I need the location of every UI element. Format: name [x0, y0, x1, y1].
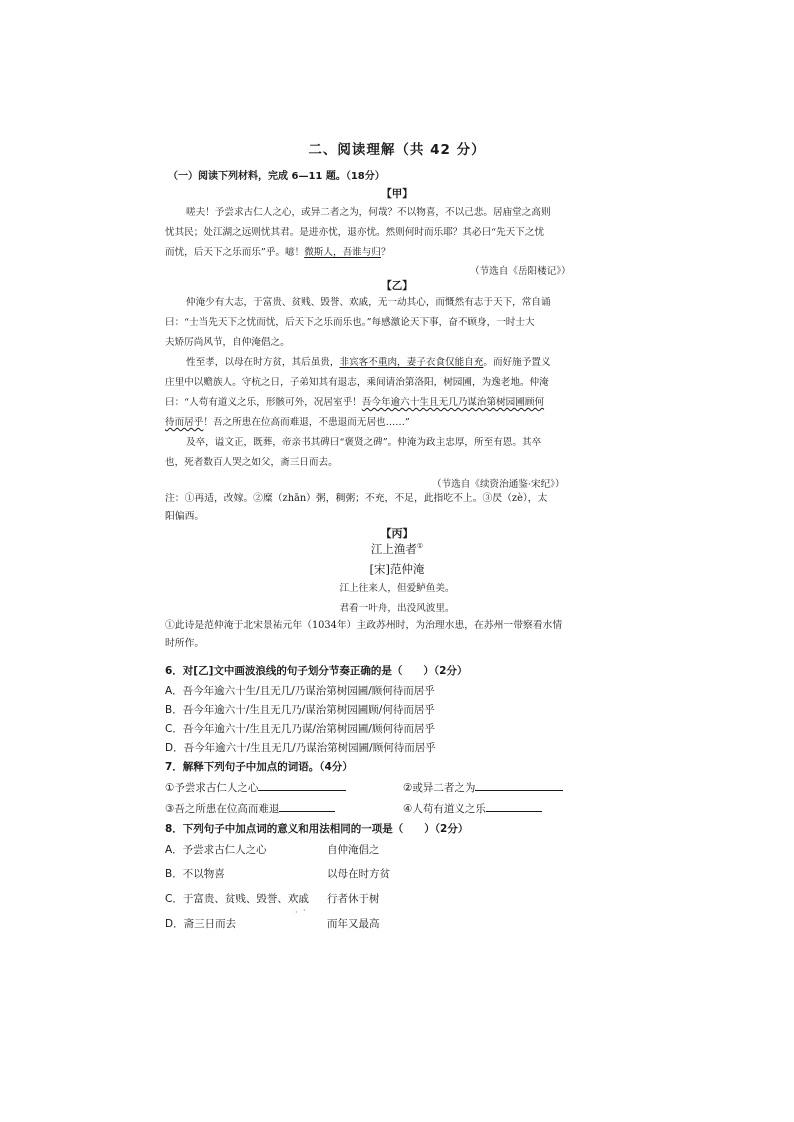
yi-source: （节选自《续资治通鉴·宋纪》）	[432, 479, 565, 490]
poem-note-line-2: 时所作。	[165, 638, 205, 649]
yi-wavy-sentence-part-2: 待而居乎	[165, 417, 204, 428]
yi-p2-line-1	[186, 353, 551, 373]
jia-line-1: 嗟夫！予尝求古仁人之心，或异二者之为，何哉？不以物喜，不以己悲。居庙堂之高则	[186, 207, 551, 218]
jia-underlined-sentence: 微斯人，吾谁与归	[304, 247, 381, 258]
q8-row-b-right: 以母在时方贫	[327, 868, 390, 880]
instruction: （一）阅读下列材料，完成 6—11 题。（18分）	[168, 171, 385, 182]
yi-p3-line-1: 及卒，谥文正，既葬，帝亲书其碑曰“褒贤之碑”。仲淹为政主忠厚，所至有恩。其卒	[186, 437, 542, 448]
yi-p2-line-1-end: 。而好施予置义	[483, 357, 551, 368]
yi-p2-line-2: 庄里中以赡族人。守杭之日，子弟知其有退志，乘间请治第洛阳，树园圃，为逸老地。仲淹	[165, 377, 549, 388]
poem-author: [宋]范仲淹	[369, 562, 425, 576]
q8-row-a-left: A．予尝求古仁人之心	[165, 844, 267, 856]
scan-speck: ·	[295, 908, 298, 917]
jia-line-3	[165, 243, 391, 263]
yi-notes-line-2: 阳偏西。	[165, 511, 205, 522]
q7-item-1	[165, 779, 346, 795]
yi-p1-line-3: 夫矫厉尚风节，自仲淹倡之。	[165, 337, 290, 348]
yi-notes-line-1: 注：①再适，改嫁。②糜（zhān）粥，稠粥；不充，不足，此指吃不上。③昃（zè），太	[165, 493, 548, 504]
yi-marker: 【乙】	[381, 280, 413, 292]
yi-p2-line-4-end: ！吾之所患在位高而难退，不患退而无居也……”	[203, 417, 410, 428]
q7-answer-blank-1[interactable]	[258, 779, 346, 791]
q6-option-d: D．吾今年逾六十/生且无几/乃谋治第树园圃/顾何待而居乎	[165, 742, 436, 754]
poem-note-line-1: ①此诗是范仲淹于北宋景祐元年（1034年）主政苏州时，为治理水患，在苏州一带察看水情	[165, 620, 563, 631]
jia-line-3-end: ？	[380, 247, 391, 258]
yi-p2-line-1-start: 性至孝，以母在时方贫，其后虽贵，	[186, 357, 340, 368]
jia-line-3-start: 而忧，后天下之乐而乐”乎。噫！	[165, 247, 305, 258]
q7-item-3	[165, 800, 335, 816]
q7-answer-blank-2[interactable]	[475, 779, 563, 791]
q7-item-4-text: ④人苟有道义之乐	[403, 803, 486, 815]
section-title: 二、阅读理解（共 42 分）	[308, 142, 486, 158]
yi-p3-line-2: 也，死者数百人哭之如父，斋三日而去。	[165, 457, 338, 468]
yi-wavy-sentence-part-1: 吾今年逾六十生且无几乃谋治第树园圃顾何	[361, 397, 545, 408]
yi-p2-line-4	[165, 413, 410, 433]
poem-line-2: 君看一叶舟，出没风波里。	[339, 603, 455, 614]
q8-row-a-right: 自仲淹倡之	[327, 844, 380, 856]
q7-stem: 7．解释下列句子中加点的词语。（4分）	[165, 761, 353, 773]
q6-option-c: C．吾今年逾六十/生且无几乃谋/治第树园圃/顾何待而居乎	[165, 723, 435, 735]
jia-source: （节选自《岳阳楼记》）	[470, 266, 571, 277]
jia-line-2: 忧其民；处江湖之远则忧其君。是进亦忧，退亦忧。然则何时而乐耶？其必曰“先天下之忧	[165, 227, 545, 238]
yi-p2-line-3	[165, 393, 544, 413]
q8-row-d-left: D．斋三日而去	[165, 918, 237, 930]
q7-answer-blank-4[interactable]	[486, 800, 542, 812]
q6-stem: 6．对[乙]文中画波浪线的句子划分节奏正确的是（ ）（2分）	[165, 665, 468, 677]
q8-row-c-right: 行者休于树	[327, 893, 380, 905]
poem-title-text: 江上渔者	[370, 542, 417, 556]
scan-speck: ·	[303, 906, 306, 915]
poem-title-note: ①	[416, 542, 424, 551]
jia-marker: 【甲】	[381, 188, 413, 200]
q8-row-b-left: B．不以物喜	[165, 868, 225, 880]
q6-option-a: A．吾今年逾六十生/且无几/乃谋治第树园圃/顾何待而居乎	[165, 685, 435, 697]
q7-item-4	[403, 800, 542, 816]
yi-p1-line-1: 仲淹少有大志，于富贵、贫贱、毁誉、欢戚，无一动其心，而慨然有志于天下，常自诵	[186, 297, 551, 308]
q6-option-b: B．吾今年逾六十/生且无几乃/谋治第树园圃顾/何待而居乎	[165, 704, 435, 716]
q7-item-3-text: ③吾之所患在位高而难退	[165, 803, 280, 815]
poem-title	[0, 541, 794, 557]
q8-stem: 8．下列句子中加点词的意义和用法相同的一项是（ ）（2分）	[165, 823, 469, 835]
q7-answer-blank-3[interactable]	[279, 800, 335, 812]
yi-underlined-sentence: 非宾客不重肉，妻子衣食仅能自充	[339, 357, 484, 368]
yi-p2-line-3-start: 曰：“人苟有道义之乐，形骸可外，况居室乎！	[165, 397, 362, 408]
bing-marker: 【丙】	[380, 527, 414, 540]
q7-item-2-text: ②或异二者之为	[403, 782, 476, 794]
q7-item-2	[403, 779, 563, 795]
q7-item-1-text: ①予尝求古仁人之心	[165, 782, 259, 794]
yi-p1-line-2: 曰：“士当先天下之忧而忧，后天下之乐而乐也。”每感激论天下事，奋不顾身，一时士大	[165, 317, 535, 328]
poem-line-1: 江上往来人，但爱鲈鱼美。	[339, 583, 455, 594]
q8-row-c-left: C．于富贵、贫贱、毁誉、欢戚	[165, 893, 309, 905]
q8-row-d-right: 而年又最高	[327, 918, 380, 930]
